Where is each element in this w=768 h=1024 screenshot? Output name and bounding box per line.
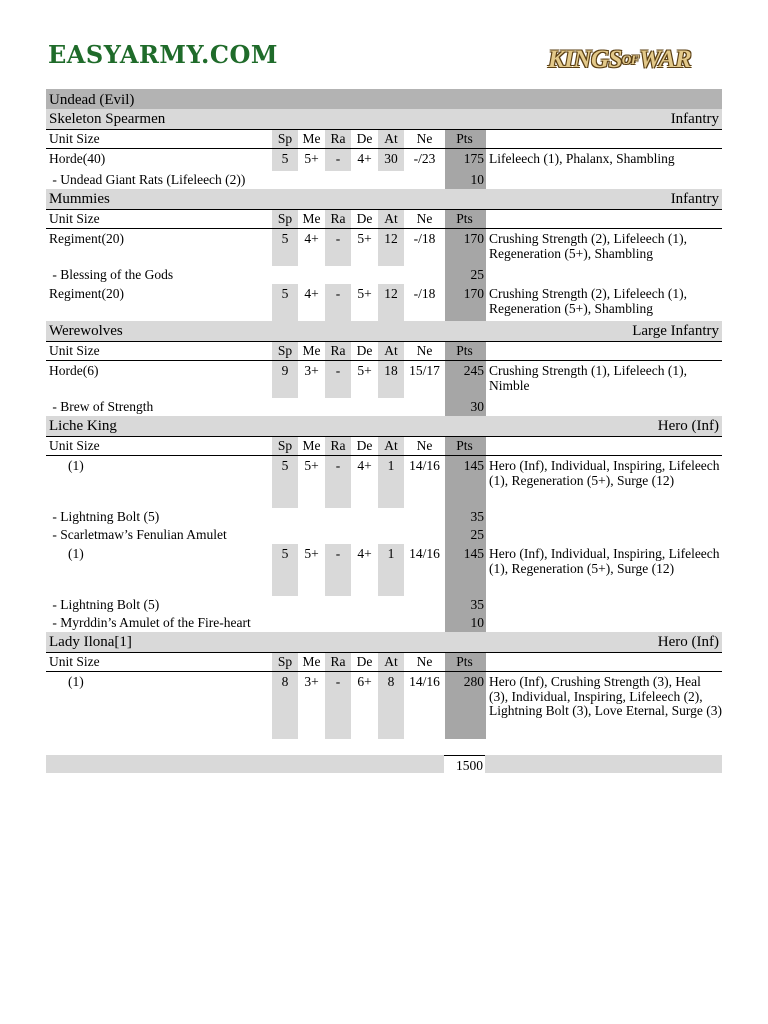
stat-ne: 14/16 (409, 674, 440, 689)
stat-de: 6+ (357, 674, 372, 689)
stat-de: 4+ (357, 151, 372, 166)
army-title: Undead (Evil) (46, 89, 722, 109)
unit-type: Large Infantry (632, 323, 719, 339)
upgrade-points: 10 (445, 171, 486, 189)
column-header-name: Unit Size (46, 437, 272, 456)
special-rules: Hero (Inf), Individual, Inspiring, Lifeleech (1), Regeneration (5+), Surge (12) (489, 546, 720, 576)
logo-word-war: WAR (638, 46, 692, 73)
stat-ra: - (325, 544, 351, 596)
unit-name: Liche King (49, 418, 117, 434)
kings-of-war-logo (548, 46, 724, 82)
column-header-pts: Pts (445, 210, 486, 229)
total-points: 1500 (444, 755, 485, 774)
column-header-de: De (351, 653, 378, 672)
column-header-ra: Ra (325, 437, 351, 456)
stat-at: 18 (378, 361, 404, 399)
unit-name: Lady Ilona[1] (49, 634, 132, 650)
column-header-me: Me (298, 130, 325, 149)
column-header-me: Me (298, 342, 325, 361)
unit-name: Werewolves (49, 323, 123, 339)
unit-size: Horde(6) (49, 363, 99, 378)
column-header-at: At (378, 653, 404, 672)
army-list-sheet (46, 89, 722, 739)
logo-word-of: OF (621, 52, 639, 67)
column-header-ra: Ra (325, 130, 351, 149)
unit-stat-table (46, 437, 722, 632)
stat-header-row (46, 342, 722, 361)
stat-de: 4+ (357, 546, 372, 561)
upgrade-rules-empty (486, 398, 722, 416)
column-header-me: Me (298, 437, 325, 456)
unit-type: Infantry (670, 191, 719, 207)
stat-de: 4+ (357, 458, 372, 473)
column-header-ra: Ra (325, 653, 351, 672)
unit-points: 245 (445, 361, 486, 399)
upgrade-rules-empty (486, 171, 722, 189)
upgrade-row (46, 614, 722, 632)
special-rules: Crushing Strength (2), Lifeleech (1), Regeneration (5+), Shambling (489, 231, 687, 261)
unit-points: 170 (445, 284, 486, 321)
upgrade-points: 25 (445, 266, 486, 284)
upgrade-rules-empty (486, 508, 722, 526)
column-header-ne: Ne (404, 653, 445, 672)
stat-de: 5+ (357, 363, 372, 378)
stat-sp: 9 (272, 361, 298, 399)
column-header-rules (486, 653, 722, 672)
upgrade-label: - Lightning Bolt (5) (49, 509, 160, 524)
upgrade-points: 35 (445, 596, 486, 614)
upgrade-row (46, 266, 722, 284)
unit-size: (1) (68, 458, 84, 473)
stat-me: 3+ (304, 674, 319, 689)
upgrade-label: - Undead Giant Rats (Lifeleech (2)) (49, 172, 246, 187)
stat-ne: -/18 (413, 231, 436, 246)
stat-sp: 5 (272, 229, 298, 267)
column-header-at: At (378, 210, 404, 229)
logo-word-kings: KINGS (548, 46, 622, 73)
stat-header-row (46, 130, 722, 149)
stat-ra: - (325, 149, 351, 172)
unit-size: Regiment(20) (49, 286, 124, 301)
stat-de: 5+ (357, 286, 372, 301)
upgrade-rules-empty (486, 614, 722, 632)
column-header-name: Unit Size (46, 342, 272, 361)
stat-me: 3+ (304, 363, 319, 378)
stat-sp: 5 (272, 544, 298, 596)
column-header-sp: Sp (272, 342, 298, 361)
unit-stat-row (46, 361, 722, 399)
unit-type: Hero (Inf) (657, 418, 719, 434)
column-header-sp: Sp (272, 653, 298, 672)
unit-size: (1) (68, 674, 84, 689)
unit-header (46, 321, 722, 342)
special-rules: Crushing Strength (2), Lifeleech (1), Regeneration (5+), Shambling (489, 286, 687, 316)
stat-sp: 8 (272, 672, 298, 740)
unit-stat-row (46, 672, 722, 740)
column-header-at: At (378, 130, 404, 149)
unit-points: 170 (445, 229, 486, 267)
stat-header-row (46, 210, 722, 229)
stat-at: 12 (378, 284, 404, 321)
column-header-name: Unit Size (46, 653, 272, 672)
stat-ne: -/23 (413, 151, 436, 166)
stat-sp: 5 (272, 456, 298, 509)
stat-ne: 15/17 (409, 363, 440, 378)
upgrade-rules-empty (486, 596, 722, 614)
column-header-pts: Pts (445, 130, 486, 149)
unit-stat-row (46, 229, 722, 267)
upgrade-points: 25 (445, 526, 486, 544)
column-header-pts: Pts (445, 653, 486, 672)
unit-type: Infantry (670, 111, 719, 127)
stat-ne: 14/16 (409, 458, 440, 473)
unit-points: 175 (445, 149, 486, 172)
stat-sp: 5 (272, 284, 298, 321)
unit-header (46, 416, 722, 437)
stat-me: 5+ (304, 546, 319, 561)
stat-de: 5+ (357, 231, 372, 246)
column-header-rules (486, 130, 722, 149)
column-header-ra: Ra (325, 342, 351, 361)
column-header-rules (486, 210, 722, 229)
column-header-sp: Sp (272, 210, 298, 229)
column-header-ne: Ne (404, 210, 445, 229)
unit-stat-table (46, 653, 722, 739)
column-header-de: De (351, 342, 378, 361)
upgrade-row (46, 596, 722, 614)
stat-sp: 5 (272, 149, 298, 172)
upgrade-row (46, 398, 722, 416)
unit-size: Horde(40) (49, 151, 106, 166)
unit-stat-table (46, 130, 722, 189)
total-row (46, 755, 722, 773)
column-header-sp: Sp (272, 130, 298, 149)
column-header-at: At (378, 342, 404, 361)
stat-at: 8 (378, 672, 404, 740)
unit-stat-row (46, 149, 722, 172)
column-header-me: Me (298, 210, 325, 229)
upgrade-label: - Lightning Bolt (5) (49, 597, 160, 612)
unit-stat-table (46, 210, 722, 321)
stat-me: 5+ (304, 151, 319, 166)
stat-me: 4+ (304, 231, 319, 246)
unit-size: (1) (68, 546, 84, 561)
column-header-name: Unit Size (46, 210, 272, 229)
stat-ra: - (325, 229, 351, 267)
unit-size: Regiment(20) (49, 231, 124, 246)
column-header-de: De (351, 437, 378, 456)
stat-ra: - (325, 672, 351, 740)
column-header-rules (486, 437, 722, 456)
column-header-de: De (351, 210, 378, 229)
stat-header-row (46, 437, 722, 456)
unit-stat-row (46, 456, 722, 509)
column-header-rules (486, 342, 722, 361)
stat-at: 1 (378, 544, 404, 596)
upgrade-row (46, 526, 722, 544)
unit-stat-row (46, 544, 722, 596)
column-header-at: At (378, 437, 404, 456)
brand-logo: EASYARMY.COM (48, 40, 278, 69)
stat-ra: - (325, 284, 351, 321)
unit-points: 145 (445, 544, 486, 596)
upgrade-label: - Myrddin’s Amulet of the Fire-heart (49, 615, 251, 630)
stat-header-row (46, 653, 722, 672)
unit-list (46, 109, 722, 739)
upgrade-label: - Brew of Strength (49, 399, 154, 414)
column-header-pts: Pts (445, 437, 486, 456)
stat-me: 4+ (304, 286, 319, 301)
special-rules: Hero (Inf), Individual, Inspiring, Lifeleech (1), Regeneration (5+), Surge (12) (489, 458, 720, 488)
upgrade-points: 35 (445, 508, 486, 526)
column-header-ne: Ne (404, 437, 445, 456)
upgrade-label: - Scarletmaw’s Fenulian Amulet (49, 527, 227, 542)
stat-ra: - (325, 456, 351, 509)
column-header-pts: Pts (445, 342, 486, 361)
special-rules: Lifeleech (1), Phalanx, Shambling (489, 151, 675, 166)
unit-stat-table (46, 342, 722, 416)
unit-header (46, 632, 722, 653)
column-header-ne: Ne (404, 130, 445, 149)
upgrade-rules-empty (486, 526, 722, 544)
upgrade-points: 30 (445, 398, 486, 416)
unit-header (46, 189, 722, 210)
upgrade-row (46, 171, 722, 189)
stat-ne: -/18 (413, 286, 436, 301)
upgrade-points: 10 (445, 614, 486, 632)
column-header-ne: Ne (404, 342, 445, 361)
stat-me: 5+ (304, 458, 319, 473)
stat-ne: 14/16 (409, 546, 440, 561)
unit-type: Hero (Inf) (657, 634, 719, 650)
unit-header (46, 109, 722, 130)
upgrade-row (46, 508, 722, 526)
unit-points: 280 (445, 672, 486, 740)
unit-stat-row (46, 284, 722, 321)
upgrade-rules-empty (486, 266, 722, 284)
unit-points: 145 (445, 456, 486, 509)
stat-at: 12 (378, 229, 404, 267)
special-rules: Hero (Inf), Crushing Strength (3), Heal (3), Individual, Inspiring, Lifeleech (2), Lightning Bolt (3), Love Eternal, Surge (3) (489, 674, 722, 718)
column-header-de: De (351, 130, 378, 149)
stat-at: 30 (378, 149, 404, 172)
stat-ra: - (325, 361, 351, 399)
stat-at: 1 (378, 456, 404, 509)
column-header-ra: Ra (325, 210, 351, 229)
column-header-me: Me (298, 653, 325, 672)
unit-name: Mummies (49, 191, 110, 207)
special-rules: Crushing Strength (1), Lifeleech (1), Nimble (489, 363, 687, 393)
unit-name: Skeleton Spearmen (49, 111, 166, 127)
column-header-name: Unit Size (46, 130, 272, 149)
upgrade-label: - Blessing of the Gods (49, 267, 174, 282)
column-header-sp: Sp (272, 437, 298, 456)
